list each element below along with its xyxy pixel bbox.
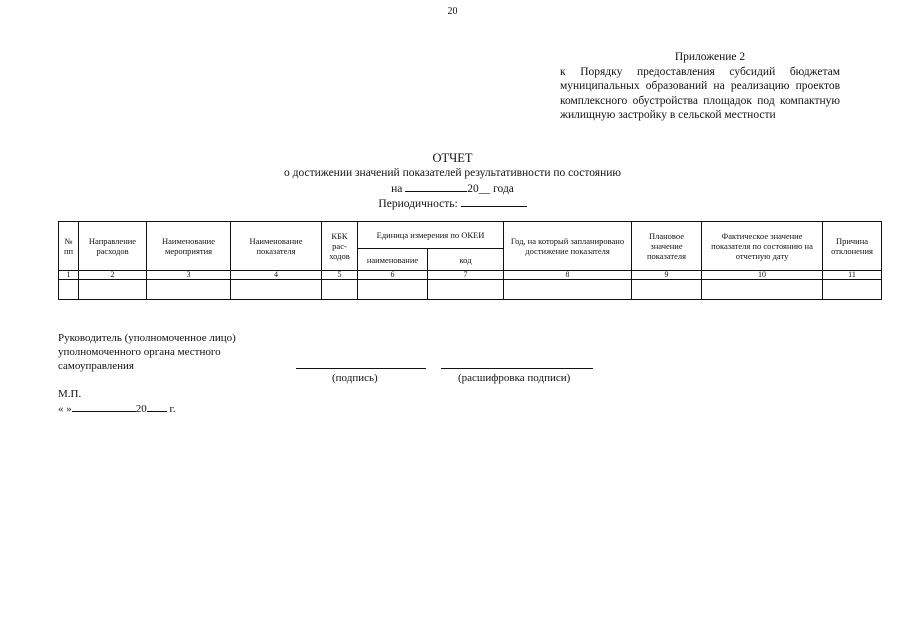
header-planned: Плановое значение показателя [632,222,702,271]
signature-caption: (подпись) [332,372,378,384]
column-number: 11 [823,271,882,280]
signature-line [296,368,426,369]
table-cell [632,280,702,300]
column-number: 8 [504,271,632,280]
appendix-text: к Порядку предоставления субсидий бюджетам муниципальных образований на реализацию проектов комплексного обустройства площадок под компактную жилищную застройку в сельской местности [560,65,840,121]
report-subtitle-block [0,166,905,212]
table-cell [823,280,882,300]
report-table [58,221,882,300]
header-direction: Направление расходов [79,222,147,271]
table-cell [147,280,231,300]
column-number: 10 [702,271,823,280]
table-cell [702,280,823,300]
table-cell [358,280,428,300]
header-year: Год, на который запланировано достижение показателя [504,222,632,271]
header-indicator: Наименование показателя [231,222,322,271]
report-date-line [0,181,905,197]
report-title: ОТЧЕТ [432,151,473,165]
header-kbk: КБК рас-ходов [322,222,358,271]
date-year: 20 [135,403,147,415]
table-cell [79,280,147,300]
report-date-blank [405,181,467,192]
table-cell [322,280,358,300]
table-header-row [59,222,882,249]
signer-label: Руководитель (уполномоченное лицо) уполномоченного органа местного самоуправления [58,332,236,372]
date-line [58,401,176,415]
date-blank [72,401,136,412]
table-cell [59,280,79,300]
column-number-row [59,271,882,280]
column-number: 6 [358,271,428,280]
column-number: 1 [59,271,79,280]
date-year-blank [147,401,167,412]
column-number: 4 [231,271,322,280]
header-num: № пп [59,222,79,271]
appendix-title: Приложение 2 [674,51,746,63]
header-reason: Причина отклонения [823,222,882,271]
header-actual: Фактическое значение показателя по состоянию на отчетную дату [702,222,823,271]
periodicity-line [0,196,905,212]
column-number: 7 [428,271,504,280]
report-date-prefix: на [391,182,403,195]
periodicity-blank [461,196,527,207]
header-unit-group: Единица измерения по ОКЕИ [358,222,504,249]
stamp-label: М.П. [58,388,82,400]
header-unit-name: наименование [358,249,428,271]
column-number: 5 [322,271,358,280]
header-unit-code: код [428,249,504,271]
column-number: 2 [79,271,147,280]
date-open: « » [58,403,72,415]
signature-decode-line [441,368,593,369]
header-event: Наименование мероприятия [147,222,231,271]
page-number: 20 [447,6,458,17]
periodicity-label: Периодичность: [378,198,458,210]
appendix-block [560,50,840,123]
table-cell [504,280,632,300]
column-number: 3 [147,271,231,280]
report-subtitle: о достижении значений показателей результативности по состоянию [283,167,621,179]
column-number: 9 [632,271,702,280]
table-cell [231,280,322,300]
date-suffix: г. [169,403,176,415]
table-row [59,280,882,300]
report-date-year: 20__ года [467,182,514,195]
table-cell [428,280,504,300]
signature-decode-caption: (расшифровка подписи) [458,372,571,384]
